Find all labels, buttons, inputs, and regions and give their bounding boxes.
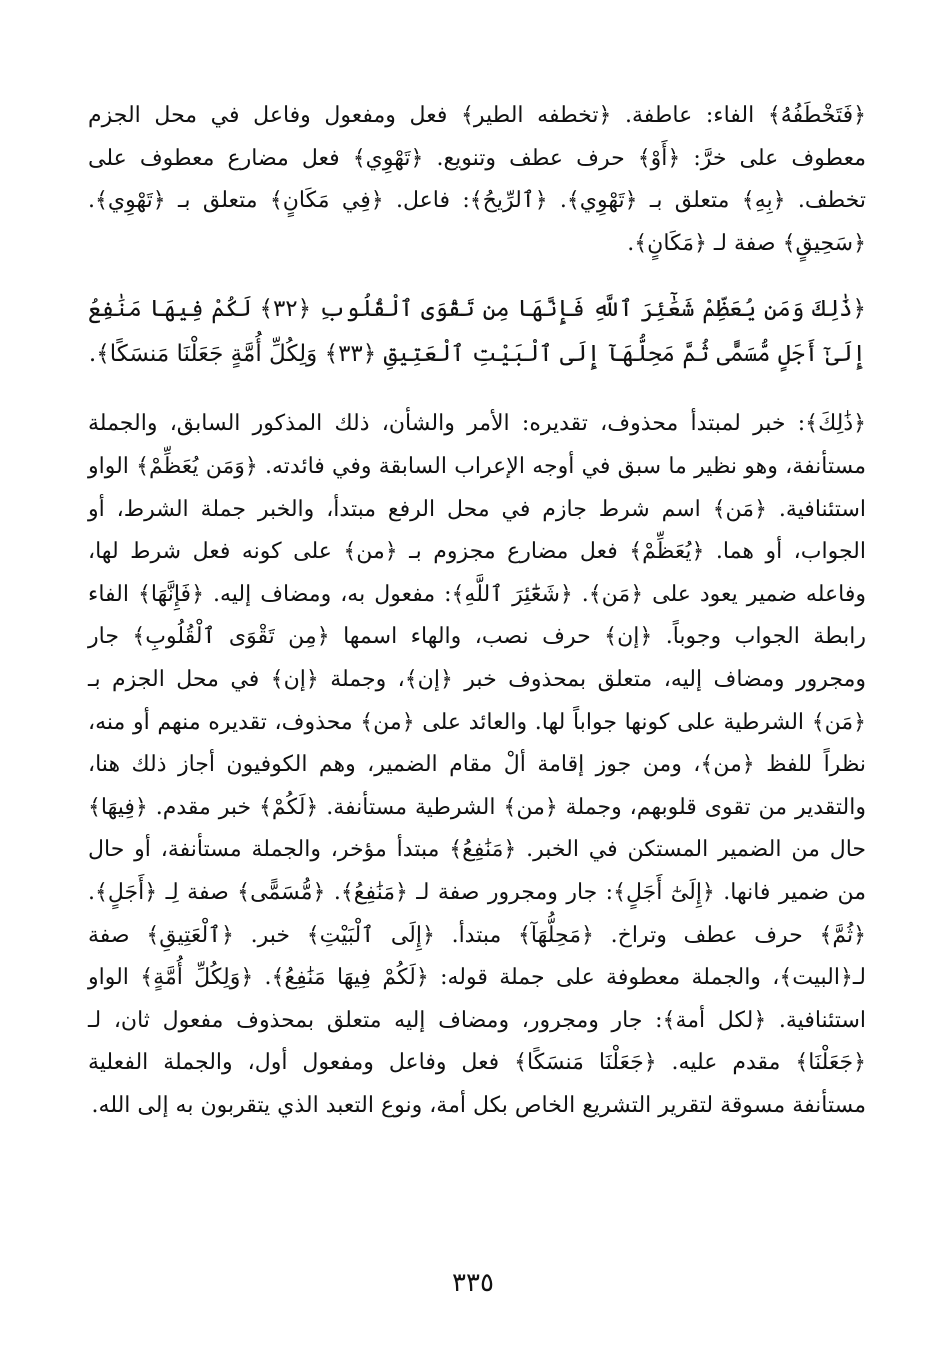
paragraph-2: ﴿ذَٰلِكَ﴾: خبر لمبتدأ محذوف، تقديره: الأمر والشأن، ذلك المذكور السابق، والجملة مستأنفة، وهو نظير ما سبق في أوجه الإعراب السابقة وفي فائدته. ﴿وَمَن يُعَظِّمْ﴾ الواو استئنافية. ﴿مَن﴾ اسم شرط جازم في محل الرفع مبتدأ، والخبر جملة الشرط، أو الجواب، أو هما. ﴿يُعَظِّمْ﴾ فعل مضارع مجزوم بـ ﴿من﴾ على كونه فعل شرط لها، وفاعله ضمير يعود على ﴿مَن﴾. ﴿شَعَٰٓئِرَ ٱللَّهِ﴾: مفعول به، ومضاف إليه. ﴿فَإِنَّهَا﴾ الفاء رابطة الجواب وجوباً. ﴿إن﴾ حرف نصب، والهاء اسمها ﴿مِن تَقْوَى ٱلْقُلُوبِ﴾ جار ومجرور ومضاف إليه، متعلق بمحذوف خبر ﴿إن﴾، وجملة ﴿إن﴾ في محل الجزم بـ ﴿مَن﴾ الشرطية على كونها جواباً لها. والعائد على ﴿من﴾ محذوف، تقديره منهم أو منه، نظراً للفظ ﴿من﴾، ومن جوز إقامة ألْ مقام الضمير، وهم الكوفيون أجاز ذلك هنا، والتقدير من تقوى قلوبهم، وجملة ﴿من﴾ الشرطية مستأنفة. ﴿لَكُمْ﴾ خبر مقدم. ﴿فِيهَا﴾ حال من الضمير المستكن في الخبر. ﴿مَنَٰفِعُ﴾ مبتدأ مؤخر، والجملة مستأنفة، أو حال من ضمير فانها. ﴿إِلَىٰٓ أَجَلٍ﴾: جار ومجرور صفة لـ ﴿مَنَٰفِعُ﴾. ﴿مُّسَمًّى﴾ صفة لِـ ﴿أَجَلٍ﴾. ﴿ثُمَّ﴾ حرف عطف وتراخ. ﴿مَحِلُّهَآ﴾ مبتدأ. ﴿إِلَى ٱلْبَيْتِ﴾ خبر. ﴿ٱلْعَتِيقِ﴾ صفة لـ﴿البيت﴾، والجملة معطوفة على جملة قوله: ﴿لَكُمْ فِيهَا مَنَٰفِعُ﴾. ﴿وَلِكُلِّ أُمَّةٍ﴾ الواو استئنافية. ﴿لكل أمة﴾: جار ومجرور، ومضاف إليه متعلق بمحذوف مفعول ثان، لـ ﴿جَعَلْنَا﴾ مقدم عليه. ﴿جَعَلْنَا مَنسَكًا﴾ فعل وفاعل ومفعول أول، والجملة الفعلية مستأنفة مسوقة لتقرير التشريع الخاص بكل أمة، ونوع التعبد الذي يتقربون به إلى الله. (88, 411, 867, 1118)
paragraph-1: ﴿فَتَخْطَفُهُ﴾ الفاء: عاطفة. ﴿تخطفه الطير﴾ فعل ومفعول وفاعل في محل الجزم معطوف على خرَّ: ﴿أَوْ﴾ حرف عطف وتنويع. ﴿تَهْوِي﴾ فعل مضارع معطوف على تخطف. ﴿بِهِ﴾ متعلق بـ ﴿تَهْوِي﴾. ﴿ٱلرِّيحُ﴾: فاعل. ﴿فِي مَكَانٍ﴾ متعلق بـ ﴿تَهْوِي﴾. ﴿سَحِيقٍ﴾ صفة لـ ﴿مَكَانٍ﴾. (88, 103, 866, 256)
page-number: ٣٣٥ (452, 1268, 494, 1298)
quran-verse: ﴿ذَٰلِكَ وَمَن يُعَظِّمْ شَعَٰٓئِرَ ٱللَّهِ فَإِنَّهَا مِن تَقْوَى ٱلْقُلُوبِ ﴿٣٢﴾ لَكُمْ فِيهَا مَنَٰفِعُ إِلَىٰٓ أَجَلٍ مُّسَمًّى ثُمَّ مَحِلُّهَآ إِلَى ٱلْبَيْتِ ٱلْعَتِيقِ ﴿٣٣﴾ وَلِكُلِّ أُمَّةٍ جَعَلْنَا مَنسَكًا﴾. (88, 296, 866, 368)
